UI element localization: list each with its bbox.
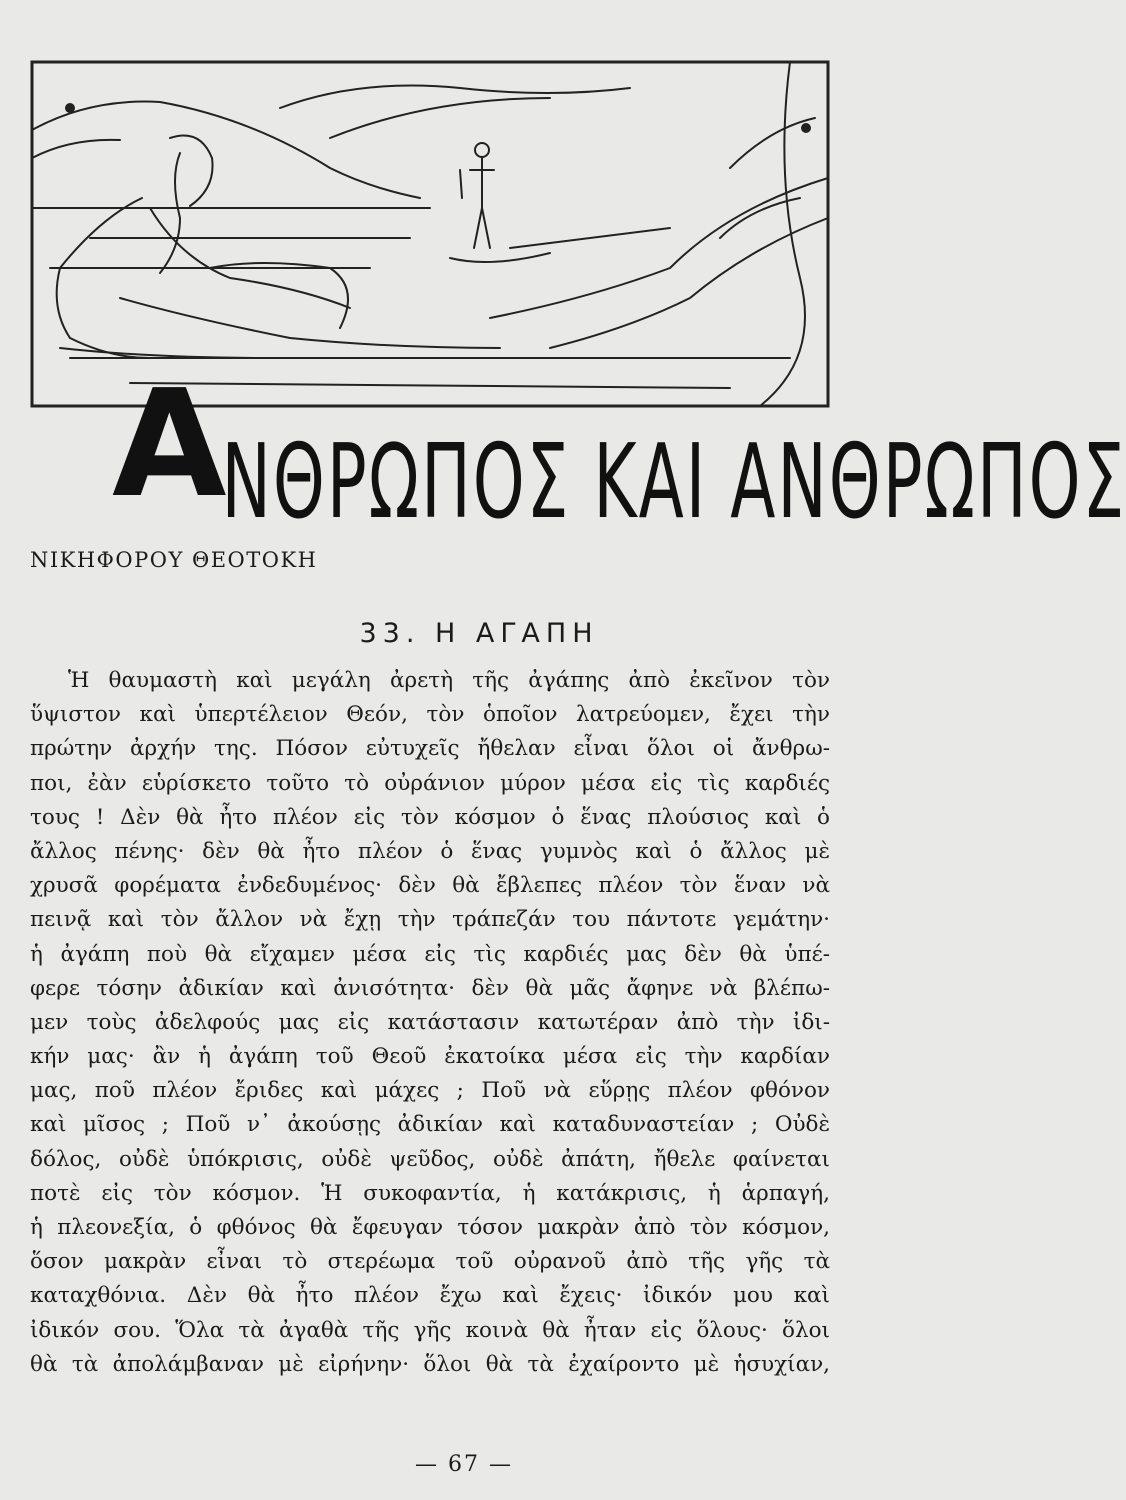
text-line: καταχθόνια. Δὲν θὰ ἦτο πλέον ἔχω καὶ ἔχεις· ἰδικόν μου καὶ [30, 1283, 830, 1309]
section-title-rest: ΝΘΡΩΠΟΣ ΚΑΙ ΑΝΘΡΩΠΟΣ [221, 422, 1126, 542]
page-number: — 67 — [415, 1452, 513, 1477]
text-line: μας, ποῦ πλέον ἔριδες καὶ μάχες ; Ποῦ νὰ εὕρῃς πλέον φθόνον [30, 1078, 830, 1104]
text-line: ποτὲ εἰς τὸν κόσμον. Ἡ συκοφαντία, ἡ κατάκρισις, ἡ ἁρπαγή, [30, 1180, 830, 1206]
text-line: Ἡ θαυμαστὴ καὶ μεγάλη ἀρετὴ τῆς ἀγάπης ἀπὸ ἐκεῖνον τὸν [68, 668, 830, 693]
text-line: φερε τόσην ἀδικίαν καὶ ἀνισότητα· δὲν θὰ μᾶς ἄφηνε νὰ βλέπω- [30, 975, 830, 1001]
text-line: ὕψιστον καὶ ὑπερτέλειον Θεόν, τὸν ὁποῖον λατρεύομεν, ἔχει τὴν [30, 702, 830, 728]
text-line: θὰ τὰ ἀπολάμβαναν μὲ εἰρήνην· ὅλοι θὰ τὰ ἐχαίροντο μὲ ἡσυχίαν, [30, 1351, 830, 1377]
text-line: χρυσᾶ φορέματα ἐνδεδυμένος· δὲν θὰ ἔβλεπες πλέον τὸν ἕναν νὰ [30, 873, 830, 899]
text-line: ὅσον μακρὰν εἶναι τὸ στερέωμα τοῦ οὐρανοῦ ἀπὸ τῆς γῆς τὰ [30, 1249, 830, 1275]
text-line: καὶ μῖσος ; Ποῦ ν᾿ ἀκούσῃς ἀδικίαν καὶ καταδυναστείαν ; Οὐδὲ [30, 1112, 830, 1138]
text-line: ποι, ἐὰν εὑρίσκετο τοῦτο τὸ οὐράνιον μύρον μέσα εἰς τὶς καρδιές [30, 770, 830, 796]
text-line: πεινᾷ καὶ τὸν ἄλλον νὰ ἔχῃ τὴν τράπεζάν του πάντοτε γεμάτην· [30, 907, 830, 933]
text-line: τους ! Δὲν θὰ ἦτο πλέον εἰς τὸν κόσμον ὁ ἕνας πλούσιος καὶ ὁ [30, 804, 830, 830]
text-line: δόλος, οὐδὲ ὑπόκρισις, οὐδὲ ψεῦδος, οὐδὲ ἀπάτη, ἤθελε φαίνεται [30, 1146, 830, 1172]
text-line: ἡ ἀγάπη ποὺ θὰ εἴχαμεν μέσα εἰς τὶς καρδιές μας δὲν θὰ ὑπέ- [30, 941, 830, 967]
body-text [30, 664, 830, 1382]
section-title [112, 358, 1126, 542]
text-line: πρώτην ἀρχήν της. Πόσον εὐτυχεῖς ἤθελαν εἶναι ὅλοι οἱ ἄνθρω- [30, 736, 830, 762]
chapter-title: 33. Η ΑΓΑΠΗ [359, 618, 599, 649]
text-line: μεν τοὺς ἀδελφούς μας εἰς κατάστασιν κατωτέραν ἀπὸ τὴν ἰδι- [30, 1009, 830, 1035]
author-name: ΝΙΚΗΦΟΡΟΥ ΘΕΟΤΟΚΗ [30, 548, 318, 572]
text-line: ἰδικόν σου. Ὅλα τὰ ἀγαθὰ τῆς γῆς κοινὰ θὰ ἦταν εἰς ὅλους· ὅλοι [30, 1317, 830, 1343]
text-line: κήν μας· ἂν ἡ ἀγάπη τοῦ Θεοῦ ἐκατοίκα μέσα εἰς τὴν καρδίαν [30, 1044, 830, 1070]
section-title-initial: Α [112, 358, 228, 530]
text-line: ἄλλος πένης· δὲν θὰ ἦτο πλέον ὁ ἕνας γυμνὸς καὶ ὁ ἄλλος μὲ [30, 838, 830, 864]
text-line: ἡ πλεονεξία, ὁ φθόνος θὰ ἔφευγαν τόσον μακρὰν ἀπὸ τὸν κόσμον, [30, 1215, 830, 1240]
